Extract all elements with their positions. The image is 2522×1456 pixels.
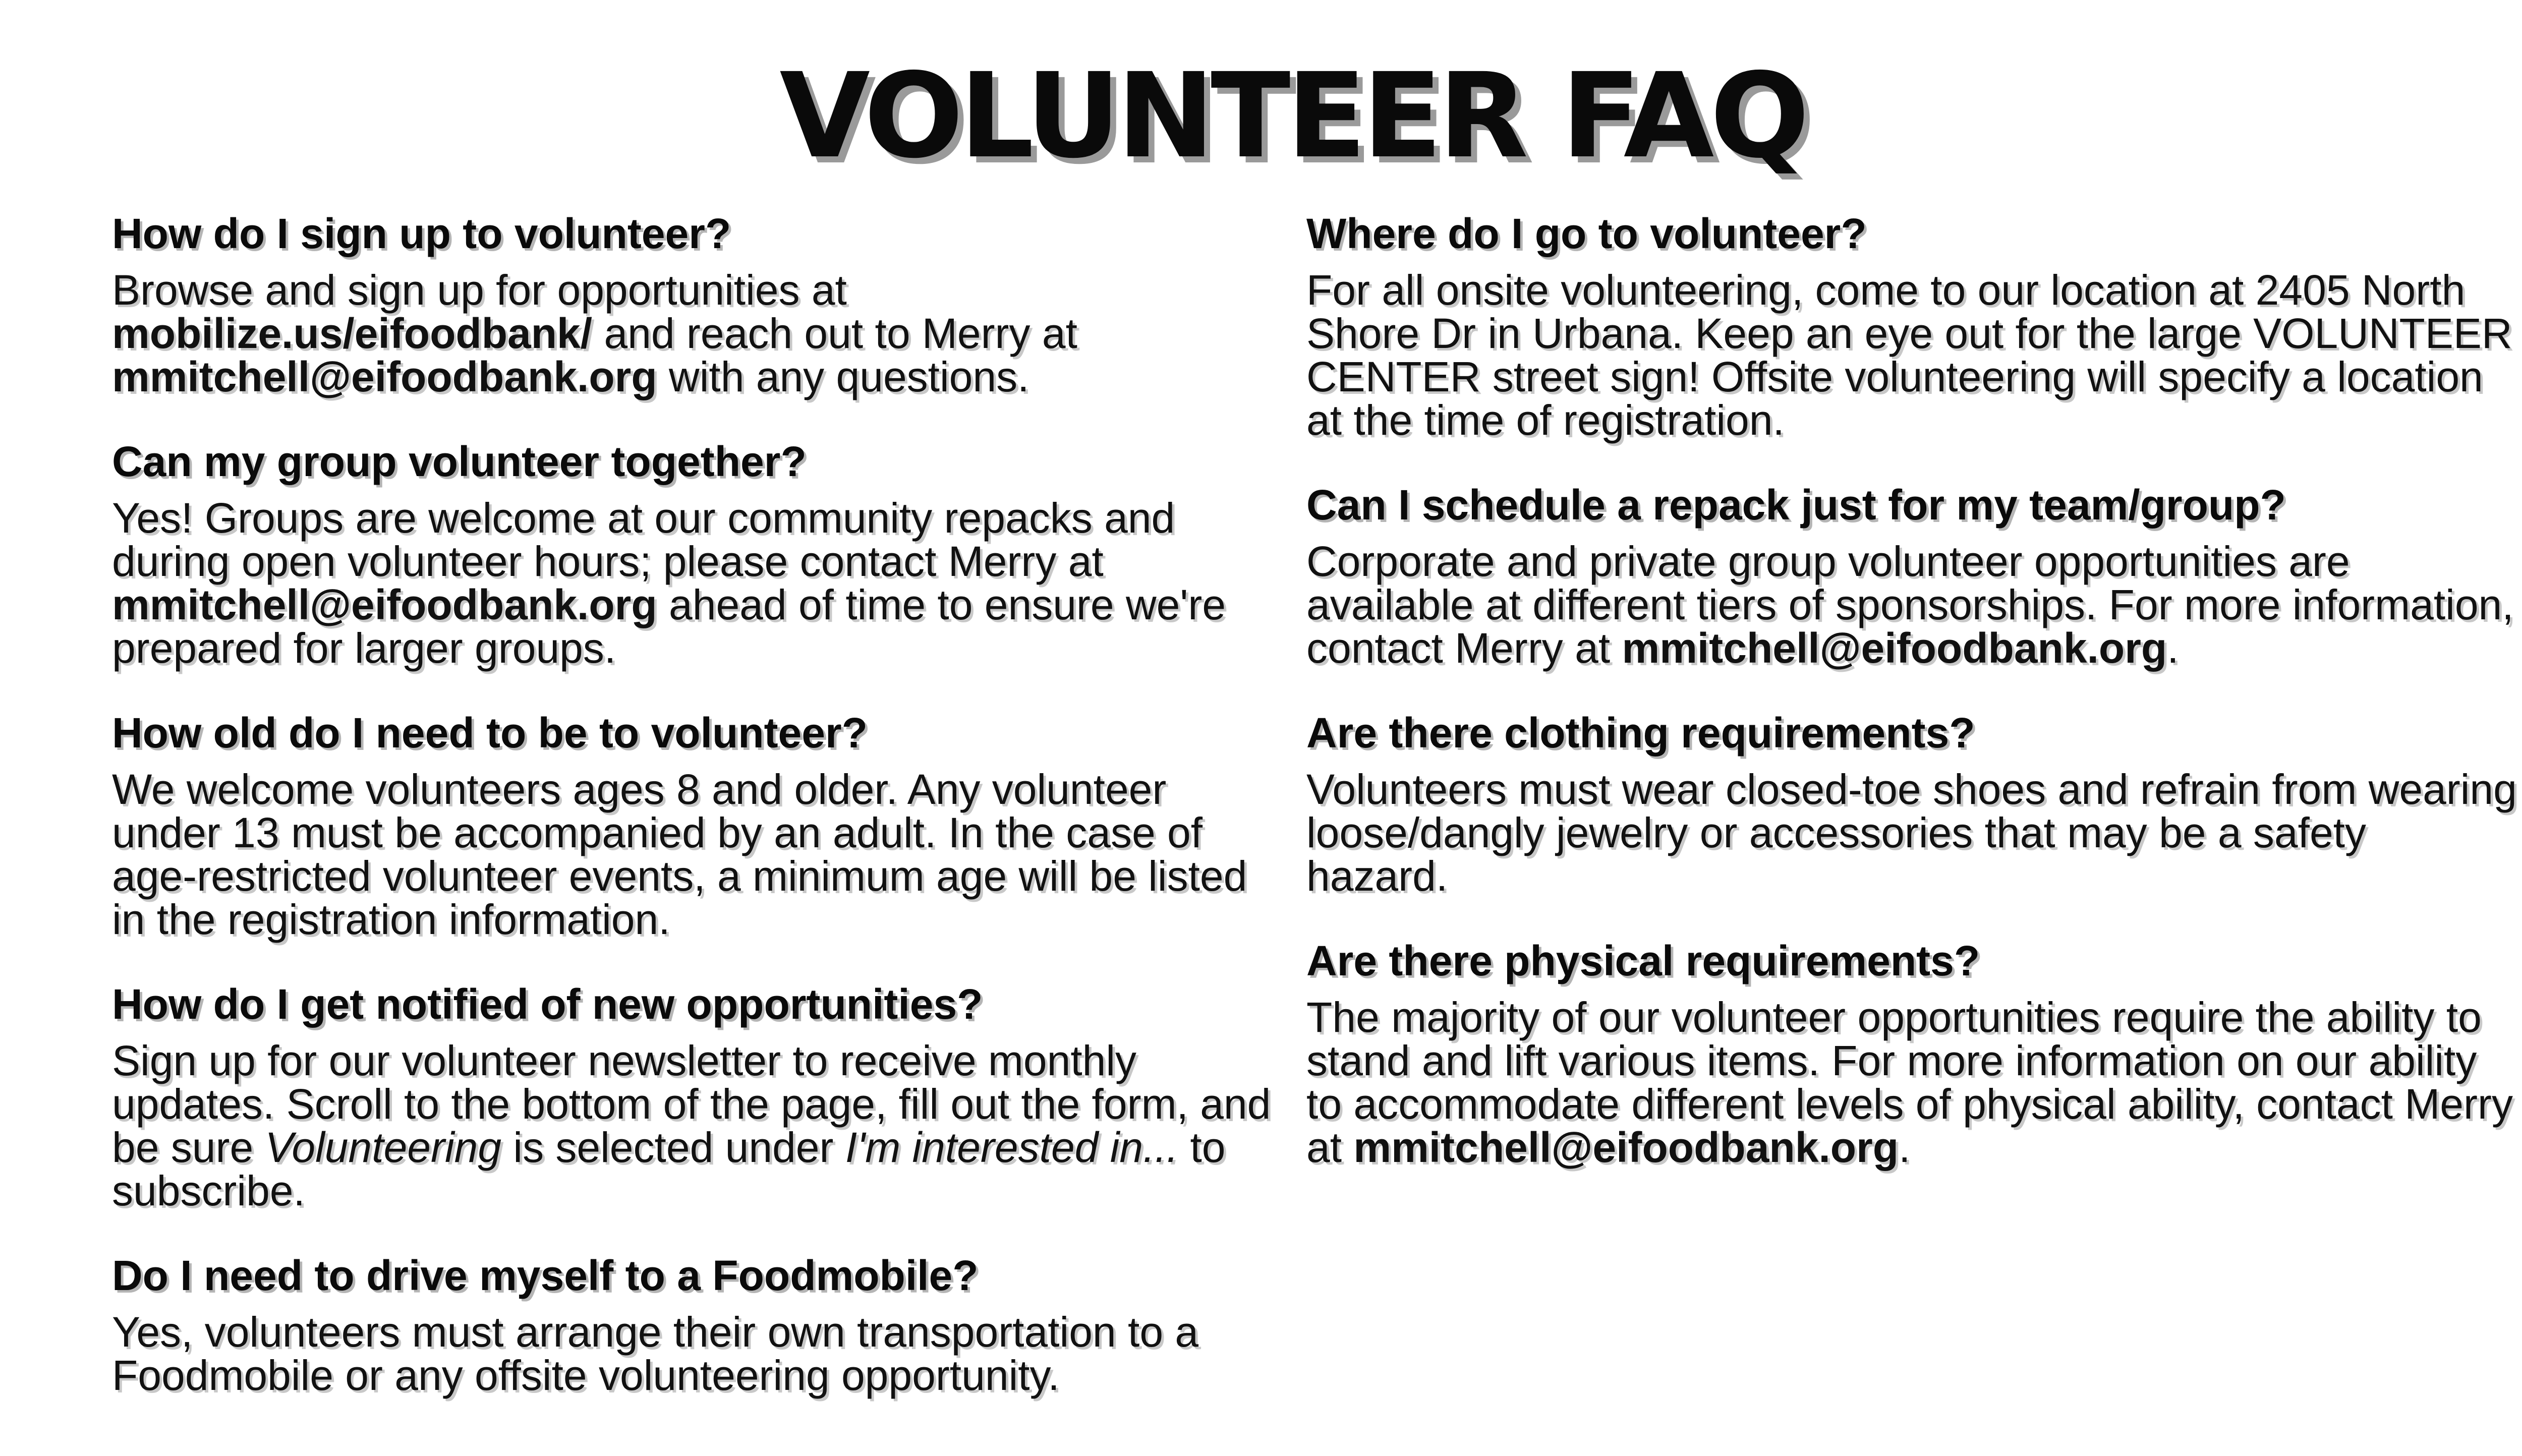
faq-question: Do I need to drive myself to a Foodmobile? bbox=[112, 1252, 979, 1299]
answer-text: . bbox=[2167, 624, 2179, 672]
answer-text: Browse and sign up for opportunities at bbox=[112, 266, 847, 314]
answer-text: is selected under bbox=[501, 1124, 845, 1171]
faq-item-group bbox=[112, 439, 1272, 670]
faq-answer: Yes, volunteers must arrange their own transportation to a Foodmobile or any offsite volunteering opportunity. bbox=[112, 1308, 1199, 1399]
left-column bbox=[112, 211, 1272, 1437]
faq-item-clothing bbox=[1306, 710, 2517, 898]
answer-text: Corporate and private group volunteer opportunities are available at different tiers of sponsorships. For more information, contact Merry at bbox=[1306, 538, 2514, 672]
faq-question: Where do I go to volunteer? bbox=[1306, 210, 1867, 257]
answer-text: Yes! Groups are welcome at our community repacks and during open volunteer hours; please contact Merry at bbox=[112, 494, 1175, 585]
faq-answer bbox=[112, 1039, 1272, 1212]
faq-question: How do I get notified of new opportunities? bbox=[112, 980, 983, 1028]
faq-item-notified bbox=[112, 981, 1272, 1212]
contact-email: mmitchell@eifoodbank.org bbox=[1353, 1124, 1899, 1171]
page-title: VOLUNTEER FAQ bbox=[779, 48, 1806, 184]
answer-text: Sign up for our volunteer newsletter to receive monthly updates. Scroll to the bottom of the page, fill out the form, and be sure bbox=[112, 1037, 1271, 1171]
faq-answer: Volunteers must wear closed-toe shoes and refrain from wearing loose/dangly jewelry or accessories that may be a safety hazard. bbox=[1306, 766, 2517, 900]
faq-question: How do I sign up to volunteer? bbox=[112, 210, 731, 257]
answer-text: . bbox=[1899, 1124, 1911, 1171]
faq-item-signup bbox=[112, 211, 1272, 398]
contact-email: mmitchell@eifoodbank.org bbox=[112, 353, 657, 400]
faq-answer bbox=[112, 496, 1272, 670]
faq-question: How old do I need to be to volunteer? bbox=[112, 709, 868, 756]
answer-text: ahead of time to ensure we're prepared for larger groups. bbox=[112, 581, 1226, 672]
faq-answer bbox=[1306, 996, 2517, 1169]
contact-email: mmitchell@eifoodbank.org bbox=[112, 581, 657, 628]
contact-email: mmitchell@eifoodbank.org bbox=[1622, 624, 2167, 672]
faq-item-drive bbox=[112, 1253, 1272, 1397]
faq-item-physical bbox=[1306, 938, 2517, 1169]
faq-answer: For all onsite volunteering, come to our location at 2405 North Shore Dr in Urbana. Keep an eye out for the large VOLUNTEER CENTER street sign! Offsite volunteering will specify a location at the time of registration. bbox=[1306, 266, 2512, 444]
faq-answer: We welcome volunteers ages 8 and older. Any volunteer under 13 must be accompanied by an adult. In the case of age-restricted volunteer events, a minimum age will be listed in the registration information. bbox=[112, 766, 1247, 943]
answer-text: The majority of our volunteer opportunities require the ability to stand and lift various items. For more information on our ability to accommodate different levels of physical ability, contact Merry at bbox=[1306, 994, 2513, 1171]
faq-answer bbox=[1306, 540, 2517, 670]
signup-link: mobilize.us/eifoodbank/ bbox=[112, 310, 593, 357]
answer-text: to subscribe. bbox=[112, 1124, 1226, 1214]
right-column bbox=[1306, 211, 2517, 1209]
faq-item-repack bbox=[1306, 482, 2517, 670]
faq-item-age bbox=[112, 710, 1272, 941]
faq-item-where bbox=[1306, 211, 2517, 442]
faq-question: Are there physical requirements? bbox=[1306, 937, 1980, 984]
answer-emphasis: Volunteering bbox=[265, 1124, 502, 1171]
answer-text: and reach out to Merry at bbox=[592, 310, 1077, 357]
faq-question: Are there clothing requirements? bbox=[1306, 709, 1975, 756]
answer-emphasis: I'm interested in... bbox=[845, 1124, 1179, 1171]
faq-answer bbox=[112, 268, 1272, 398]
faq-question: Can my group volunteer together? bbox=[112, 438, 807, 485]
answer-text: with any questions. bbox=[657, 353, 1029, 400]
faq-question: Can I schedule a repack just for my team/group? bbox=[1306, 481, 2286, 529]
